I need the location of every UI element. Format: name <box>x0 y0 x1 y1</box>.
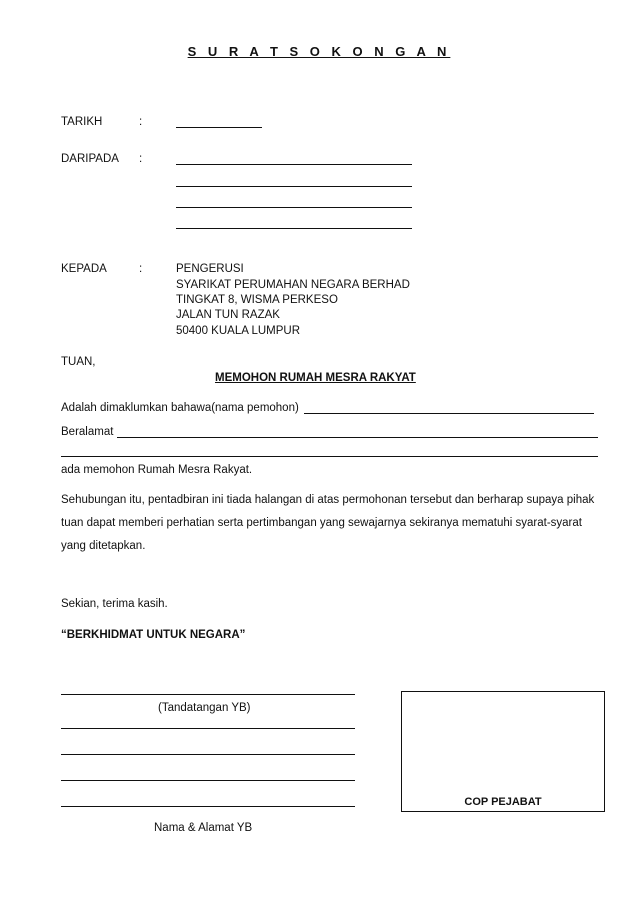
daripada-field-1[interactable] <box>176 164 412 165</box>
daripada-label: DARIPADA <box>61 153 119 165</box>
name-address-label: Nama & Alamat YB <box>154 822 253 834</box>
kepada-colon: : <box>139 263 143 275</box>
recipient-line-3: TINGKAT 8, WISMA PERKESO <box>176 294 338 306</box>
stamp-label: COP PEJABAT <box>464 796 542 808</box>
tarikh-label: TARIKH <box>61 116 103 128</box>
salutation: TUAN, <box>61 356 96 368</box>
name-address-field-2[interactable] <box>61 754 355 755</box>
kepada-label: KEPADA <box>61 263 107 275</box>
applicant-label: Adalah dimaklumkan bahawa(nama pemohon) <box>61 402 299 414</box>
tarikh-colon: : <box>139 116 143 128</box>
address-label: Beralamat <box>61 426 114 438</box>
daripada-field-2[interactable] <box>176 186 412 187</box>
daripada-field-3[interactable] <box>176 207 412 208</box>
recipient-line-4: JALAN TUN RAZAK <box>176 309 280 321</box>
signature-line[interactable] <box>61 694 355 695</box>
recipient-line-1: PENGERUSI <box>176 263 244 275</box>
name-address-field-3[interactable] <box>61 780 355 781</box>
name-address-field-1[interactable] <box>61 728 355 729</box>
recipient-line-5: 50400 KUALA LUMPUR <box>176 325 301 337</box>
daripada-colon: : <box>139 153 143 165</box>
signature-label: (Tandatangan YB) <box>158 702 251 714</box>
motto-text: “BERKHIDMAT UNTUK NEGARA” <box>61 629 246 641</box>
subject-heading: MEMOHON RUMAH MESRA RAKYAT <box>215 372 416 384</box>
address-field-1[interactable] <box>117 437 598 438</box>
applicant-name-field[interactable] <box>304 413 594 414</box>
recipient-line-2: SYARIKAT PERUMAHAN NEGARA BERHAD <box>176 279 410 291</box>
letter-title: S U R A T S O K O N G A N <box>187 44 451 59</box>
tarikh-field[interactable] <box>176 127 262 128</box>
office-stamp-box <box>401 691 605 812</box>
daripada-field-4[interactable] <box>176 228 412 229</box>
body-paragraph: Sehubungan itu, pentadbiran ini tiada halangan di atas permohonan tersebut dan berharap supaya pihak tuan dapat memberi perhatian serta pertimbangan yang sewajarnya sekiranya mematuhi syarat-syarat yang ditetapkan. <box>61 494 595 552</box>
closing-text: Sekian, terima kasih. <box>61 598 168 610</box>
name-address-field-4[interactable] <box>61 806 355 807</box>
applicant-end-text: ada memohon Rumah Mesra Rakyat. <box>61 464 253 476</box>
address-field-2[interactable] <box>61 456 598 457</box>
